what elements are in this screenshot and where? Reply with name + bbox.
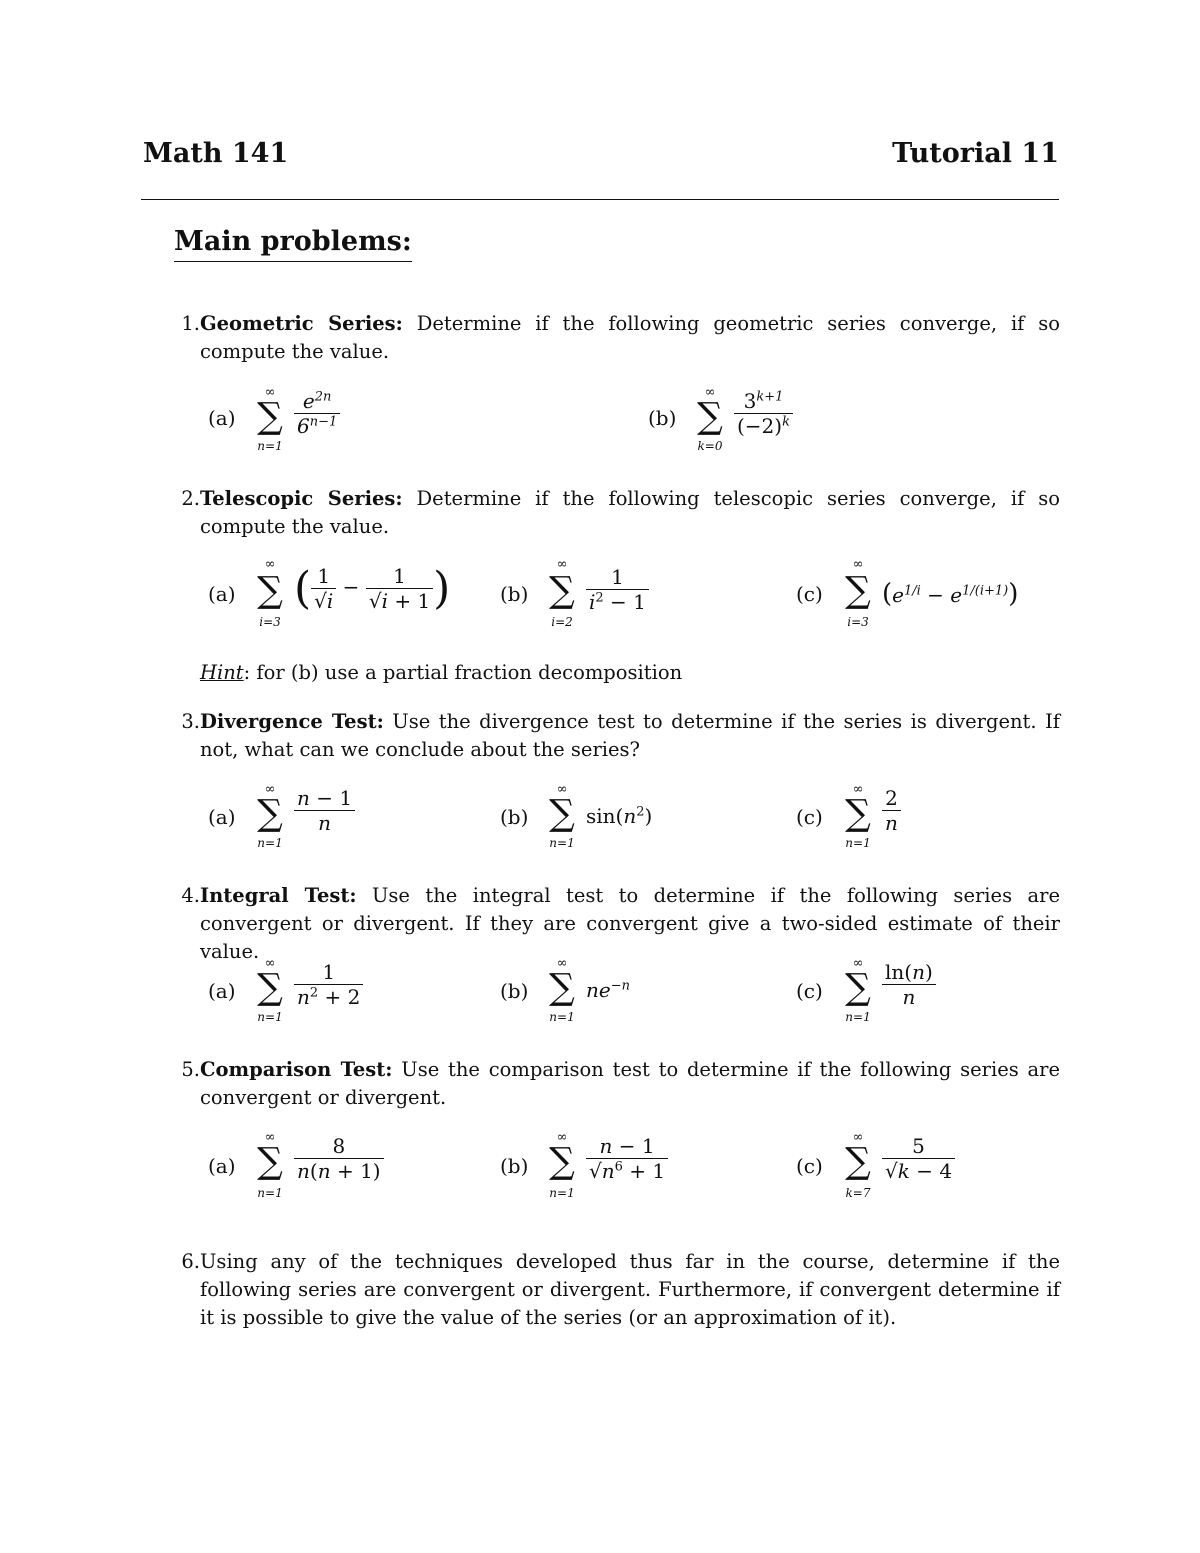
sigma-symbol: ∑ bbox=[845, 570, 871, 611]
part-label: (a) bbox=[208, 1154, 236, 1178]
lower-limit: i=2 bbox=[551, 615, 573, 629]
part-label: (c) bbox=[796, 582, 823, 606]
problem-title: Comparison Test: bbox=[200, 1058, 393, 1081]
hint-label: Hint bbox=[200, 661, 244, 684]
sigma-symbol: ∑ bbox=[257, 967, 283, 1008]
upper-limit: ∞ bbox=[852, 956, 864, 971]
problem-number: 1. bbox=[181, 312, 200, 335]
part-label: (c) bbox=[796, 979, 823, 1003]
part-label: (b) bbox=[648, 406, 677, 430]
problem-5 bbox=[160, 1056, 1070, 1112]
summand: $\frac{3^{k+1}}{(-2)^k}$ bbox=[734, 389, 793, 438]
problem-3 bbox=[160, 708, 1070, 764]
upper-limit: ∞ bbox=[556, 956, 568, 971]
hint bbox=[200, 661, 682, 684]
sigma-symbol: ∑ bbox=[845, 967, 871, 1008]
summand: ( $\frac{1}{√i}$ − $\frac{1}{√i + 1}$ ) bbox=[294, 563, 451, 614]
summand: $\frac{e^{2n}}{6^{n-1}}$ bbox=[294, 389, 340, 438]
sigma-symbol: ∑ bbox=[549, 967, 575, 1008]
lower-limit: k=7 bbox=[845, 1186, 871, 1200]
upper-limit: ∞ bbox=[852, 1130, 864, 1145]
lower-limit: i=3 bbox=[259, 615, 281, 629]
problem-2 bbox=[160, 485, 1070, 541]
lower-limit: n=1 bbox=[257, 1010, 283, 1024]
problem-number: 6. bbox=[181, 1250, 200, 1273]
sigma-symbol: ∑ bbox=[257, 793, 283, 834]
lower-limit: k=0 bbox=[697, 439, 723, 453]
course-title: Math 141 bbox=[143, 138, 289, 169]
part-label: (a) bbox=[208, 979, 236, 1003]
summand: $\frac{\ln(n)}{n}$ bbox=[882, 960, 936, 1009]
summand: $\frac{1}{i^2 - 1}$ bbox=[586, 565, 649, 614]
tutorial-title: Tutorial 11 bbox=[892, 138, 1059, 169]
problem-text: Use the comparison test to determine if the following series are convergent or divergent. bbox=[200, 1058, 1060, 1109]
hint-text: : for (b) use a partial fraction decomposition bbox=[243, 661, 683, 684]
problem-number: 4. bbox=[181, 884, 200, 907]
upper-limit: ∞ bbox=[704, 385, 716, 400]
summand: $ne^{-n}$ bbox=[586, 978, 630, 1002]
sigma-symbol: ∑ bbox=[845, 793, 871, 834]
summand: $\frac{5}{√k - 4}$ bbox=[882, 1134, 955, 1183]
lower-limit: n=1 bbox=[845, 1010, 871, 1024]
summand: $\frac{n - 1}{n}$ bbox=[294, 786, 355, 835]
problem-title: Integral Test: bbox=[200, 884, 357, 907]
problem-title: Geometric Series: bbox=[200, 312, 403, 335]
sigma-symbol: ∑ bbox=[549, 793, 575, 834]
part-label: (c) bbox=[796, 1154, 823, 1178]
sigma-symbol: ∑ bbox=[845, 1141, 871, 1182]
problem-title: Divergence Test: bbox=[200, 710, 384, 733]
lower-limit: n=1 bbox=[257, 836, 283, 850]
lower-limit: n=1 bbox=[845, 836, 871, 850]
summand: $\frac{8}{n(n + 1)}$ bbox=[294, 1134, 384, 1183]
upper-limit: ∞ bbox=[264, 1130, 276, 1145]
sigma-symbol: ∑ bbox=[549, 1141, 575, 1182]
part-label: (b) bbox=[500, 1154, 529, 1178]
lower-limit: n=1 bbox=[549, 1186, 575, 1200]
summand: $(e^{1/i} - e^{1/(i+1)})$ bbox=[882, 579, 1019, 609]
upper-limit: ∞ bbox=[264, 956, 276, 971]
problem-text: Determine if the following telescopic series converge, if so compute the value. bbox=[200, 487, 1061, 538]
problem-text: Use the divergence test to determine if the series is divergent. If not, what can we conclude about the series? bbox=[200, 710, 1060, 761]
upper-limit: ∞ bbox=[264, 385, 276, 400]
problem-number: 2. bbox=[181, 487, 200, 510]
lower-limit: n=1 bbox=[549, 1010, 575, 1024]
sigma-symbol: ∑ bbox=[257, 1141, 283, 1182]
problem-1 bbox=[160, 310, 1070, 366]
part-label: (a) bbox=[208, 406, 236, 430]
part-label: (a) bbox=[208, 805, 236, 829]
part-label: (b) bbox=[500, 582, 529, 606]
lower-limit: n=1 bbox=[549, 836, 575, 850]
upper-limit: ∞ bbox=[852, 557, 864, 572]
problem-text: Use the integral test to determine if the following series are convergent or divergent. If they are convergent give a two-sided estimate of their value. bbox=[200, 884, 1060, 963]
summand: $\frac{1}{n^2 + 2}$ bbox=[294, 960, 363, 1009]
lower-limit: n=1 bbox=[257, 1186, 283, 1200]
summand: $\sin(n^2)$ bbox=[586, 804, 653, 828]
upper-limit: ∞ bbox=[852, 782, 864, 797]
problem-6 bbox=[160, 1248, 1070, 1332]
part-label: (c) bbox=[796, 805, 823, 829]
upper-limit: ∞ bbox=[556, 782, 568, 797]
upper-limit: ∞ bbox=[264, 782, 276, 797]
section-title: Main problems: bbox=[174, 226, 412, 262]
upper-limit: ∞ bbox=[556, 557, 568, 572]
part-label: (b) bbox=[500, 979, 529, 1003]
upper-limit: ∞ bbox=[556, 1130, 568, 1145]
lower-limit: n=1 bbox=[257, 439, 283, 453]
problem-4 bbox=[160, 882, 1070, 966]
summand: $\frac{n - 1}{√n^6 + 1}$ bbox=[586, 1134, 668, 1183]
sigma-symbol: ∑ bbox=[697, 396, 723, 437]
sigma-symbol: ∑ bbox=[549, 570, 575, 611]
problem-text: Using any of the techniques developed thus far in the course, determine if the following series are convergent or divergent. Furthermore, if convergent determine if it is possible to give the value of the series (or an approximation of it). bbox=[200, 1250, 1060, 1329]
lower-limit: i=3 bbox=[847, 615, 869, 629]
problem-number: 5. bbox=[181, 1058, 200, 1081]
header-rule bbox=[141, 199, 1059, 200]
upper-limit: ∞ bbox=[264, 557, 276, 572]
problem-text: Determine if the following geometric series converge, if so compute the value. bbox=[200, 312, 1060, 363]
part-label: (b) bbox=[500, 805, 529, 829]
sigma-symbol: ∑ bbox=[257, 396, 283, 437]
problem-number: 3. bbox=[181, 710, 200, 733]
sigma-symbol: ∑ bbox=[257, 570, 283, 611]
summand: $\frac{2}{n}$ bbox=[882, 786, 901, 835]
part-label: (a) bbox=[208, 582, 236, 606]
problem-title: Telescopic Series: bbox=[200, 487, 403, 510]
